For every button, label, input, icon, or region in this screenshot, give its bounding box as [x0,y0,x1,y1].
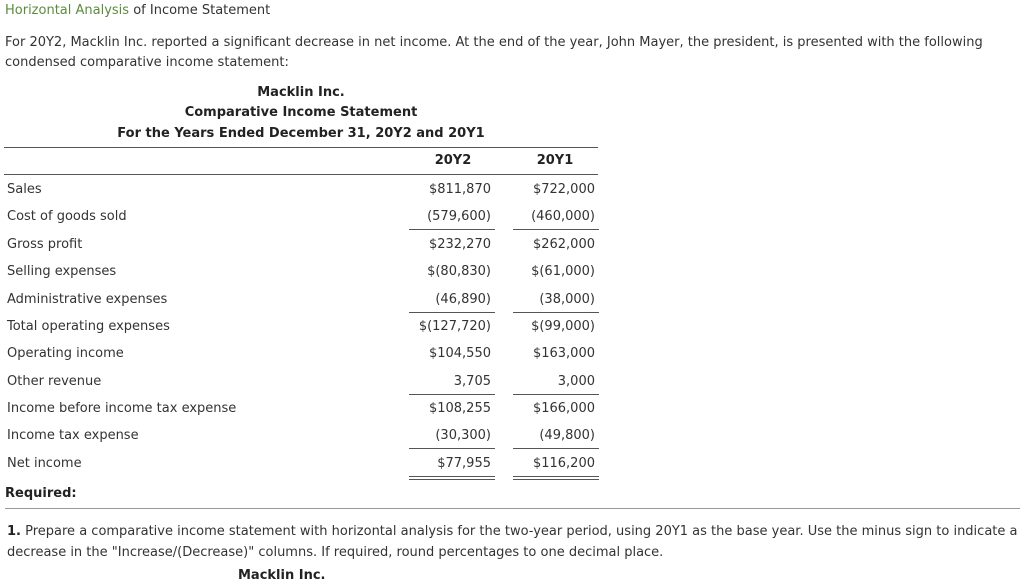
row-label: Net income [7,456,82,471]
statement-name: Comparative Income Statement [184,105,418,120]
instruction-number: 1. [7,524,21,539]
table-row [4,426,598,446]
value-20y2: $77,955 [437,456,491,471]
table-row [4,317,598,337]
subtotal-underline [513,448,599,449]
value-20y2: (579,600) [427,209,491,224]
value-20y1: (38,000) [539,292,595,307]
horizontal-analysis-link[interactable]: Horizontal Analysis [5,3,130,18]
column-header-20y1: 20Y1 [536,153,574,168]
value-20y2: $811,870 [428,182,491,197]
row-label: Total operating expenses [7,319,170,334]
page-title [5,2,270,19]
value-20y2: $(80,830) [427,264,491,279]
statement-period: For the Years Ended December 31, 20Y2 and 20Y1 [117,126,485,141]
column-header-20y2: 20Y2 [434,153,472,168]
header-rule [4,147,598,148]
column-header-rule [4,174,598,175]
double-underline [513,476,599,477]
table-row [4,399,598,419]
row-label: Income before income tax expense [7,401,237,416]
table-row [4,235,598,255]
value-20y1: 3,000 [557,374,595,389]
value-20y1: $166,000 [532,401,595,416]
value-20y2: $232,270 [428,237,491,252]
statement-company: Macklin Inc. [257,85,345,100]
bottom-company: Macklin Inc. [238,568,326,583]
table-row [4,454,598,474]
double-underline [513,479,599,480]
double-underline [409,476,495,477]
subtotal-underline [513,229,599,230]
row-label: Other revenue [7,374,102,389]
value-20y2: 3,705 [453,374,491,389]
required-label: Required: [5,486,77,501]
table-row [4,180,598,200]
row-label: Gross profit [7,237,83,252]
row-label: Administrative expenses [7,292,168,307]
row-label: Sales [7,182,42,197]
title-rest: of Income Statement [129,3,271,18]
value-20y1: (49,800) [539,428,595,443]
value-20y1: $262,000 [532,237,595,252]
subtotal-underline [513,312,599,313]
row-label: Operating income [7,346,124,361]
table-row [4,344,598,364]
instruction-divider [5,508,1020,509]
subtotal-underline [409,229,495,230]
value-20y2: $108,255 [428,401,491,416]
subtotal-underline [409,312,495,313]
value-20y2: (46,890) [435,292,491,307]
value-20y2: $104,550 [428,346,491,361]
value-20y1: $163,000 [532,346,595,361]
subtotal-underline [409,448,495,449]
table-row [4,372,598,392]
double-underline [409,479,495,480]
value-20y2: $(127,720) [418,319,491,334]
table-row [4,290,598,310]
value-20y1: $(61,000) [531,264,595,279]
value-20y1: $722,000 [532,182,595,197]
value-20y2: (30,300) [435,428,491,443]
intro-text: For 20Y2, Macklin Inc. reported a significant decrease in net income. At the end of the year, John Mayer, the president, is presented with the following condensed comparative income statement: [5,35,983,70]
value-20y1: $116,200 [532,456,595,471]
row-label: Income tax expense [7,428,139,443]
value-20y1: $(99,000) [531,319,595,334]
value-20y1: (460,000) [531,209,595,224]
instruction-body: Prepare a comparative income statement with horizontal analysis for the two-year period, using 20Y1 as the base year. Use the minus sign to indicate a decrease in the "Increase/(Decrease)" columns. If required, round percentages to one decimal place. [7,524,1018,560]
row-label: Cost of goods sold [7,209,127,224]
table-row [4,207,598,227]
row-label: Selling expenses [7,264,117,279]
subtotal-underline [513,394,599,395]
instruction-text [7,521,1019,563]
subtotal-underline [409,394,495,395]
table-row [4,262,598,282]
